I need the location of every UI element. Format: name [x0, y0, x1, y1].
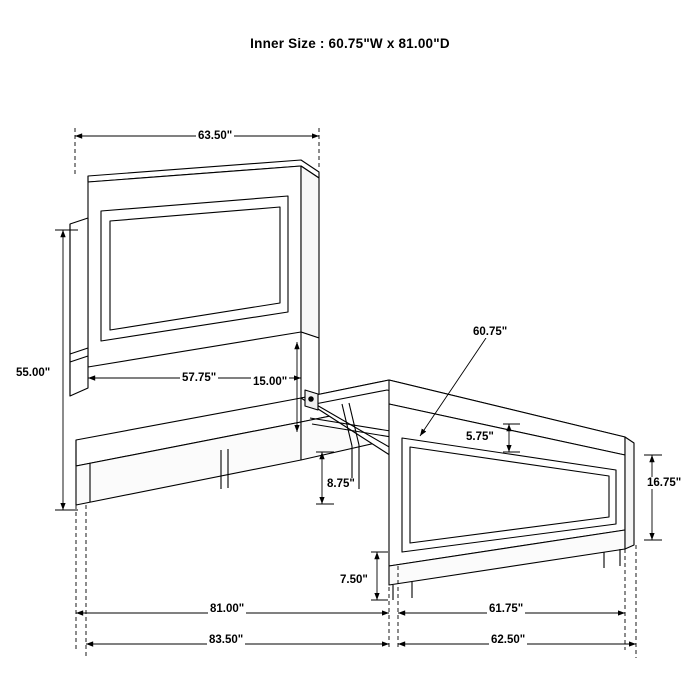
dim-label-clearance: 7.50" [340, 574, 368, 586]
page-title: Inner Size : 60.75"W x 81.00"D [250, 36, 450, 51]
dim-label-overall-length: 83.50" [209, 634, 244, 646]
dim-label-overall-width: 62.50" [491, 634, 526, 646]
dim-label-footboard-width: 61.75" [489, 603, 524, 615]
dim-label-side-rail-length: 81.00" [210, 603, 245, 615]
dim-label-deck-to-headboard: 15.00" [253, 376, 288, 388]
dim-label-slat-height: 5.75" [466, 431, 494, 443]
dim-label-footboard-height: 16.75" [647, 477, 682, 489]
dim-label-inner-width-callout: 60.75" [473, 326, 508, 338]
dim-label-overall-height: 55.00" [16, 367, 51, 379]
dim-label-headboard-width: 63.50" [198, 130, 233, 142]
dim-label-deck-height: 8.75" [327, 478, 355, 490]
dim-label-headboard-inner-width: 57.75" [182, 372, 217, 384]
